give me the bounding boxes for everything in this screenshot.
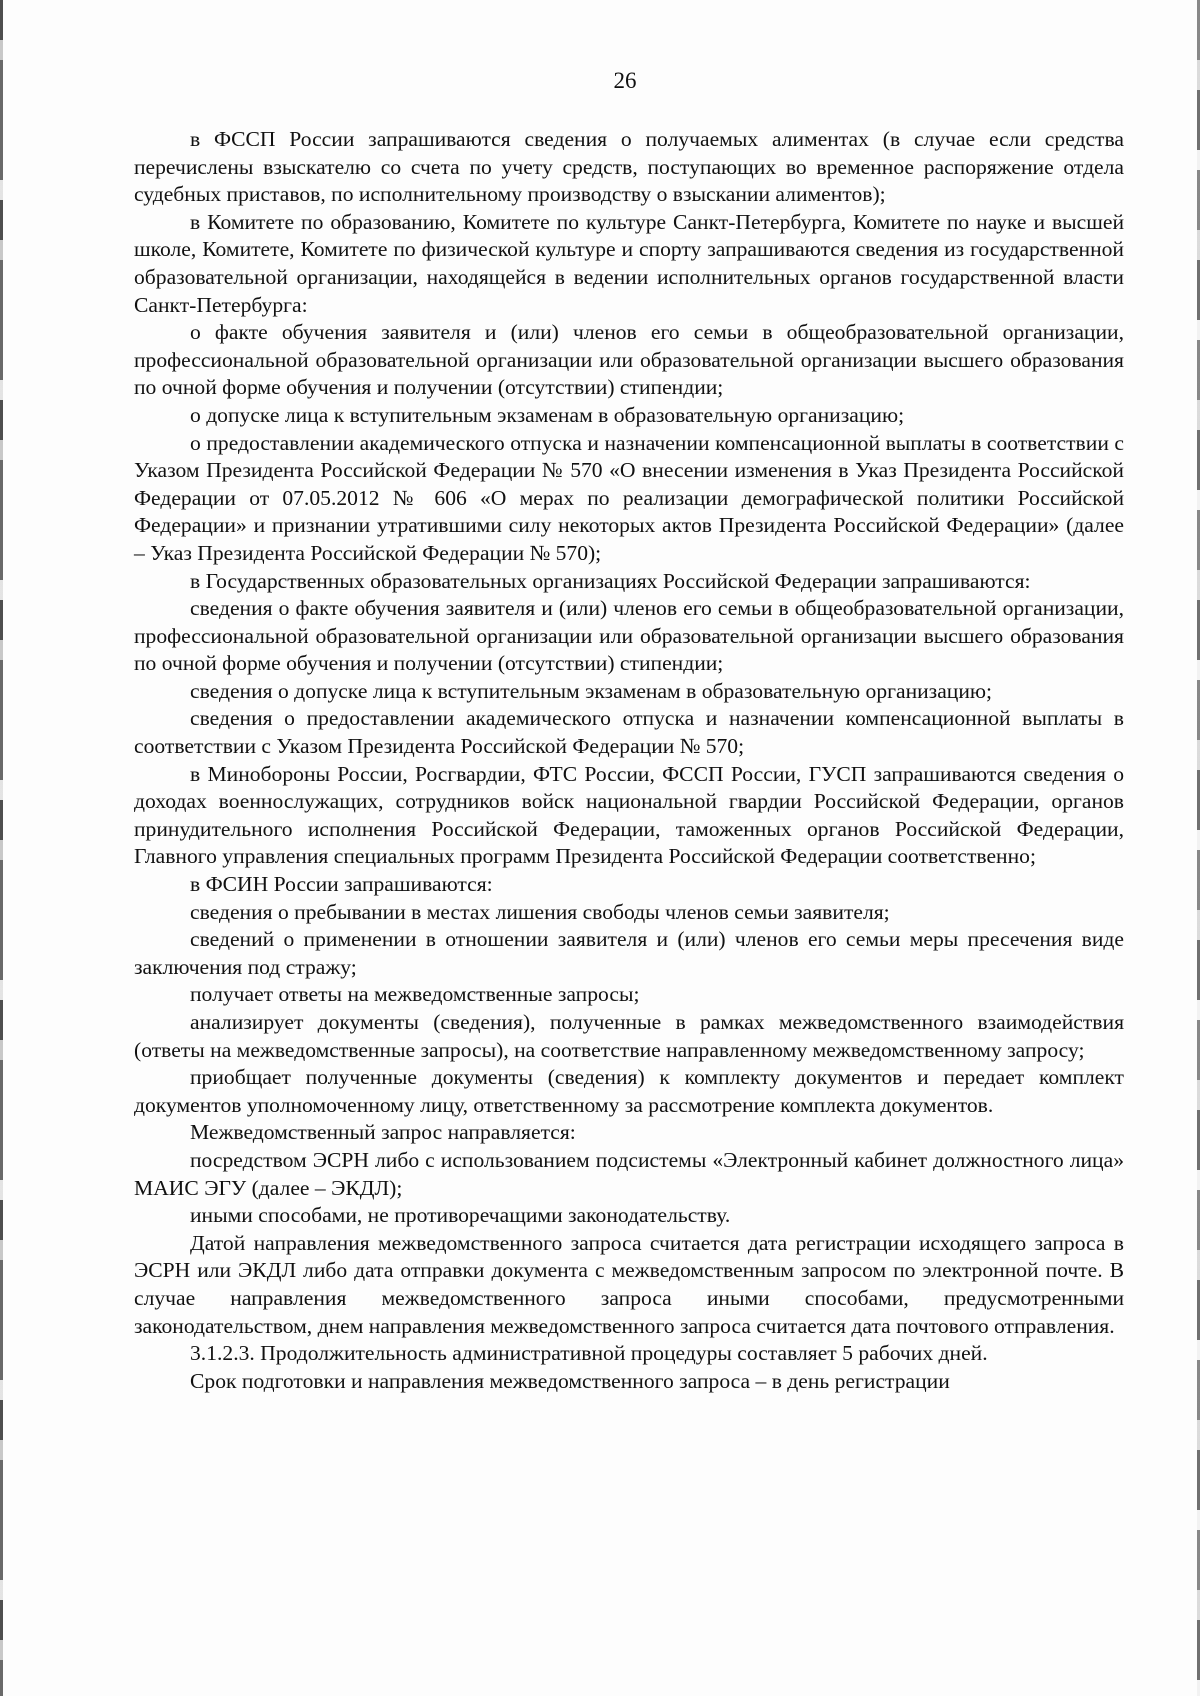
paragraph: 3.1.2.3. Продолжительность административной процедуры составляет 5 рабочих дней. — [190, 1341, 988, 1366]
paragraph: о факте обучения заявителя и (или) членов его семьи в общеобразовательной организации, профессиональной образовательной организации или образовательной организации высшего образования по очной форме обучения и получении (отсутствии) стипендии; — [134, 320, 1124, 400]
paragraph: Датой направления межведомственного запроса считается дата регистрации исходящего запроса в ЭСРН или ЭКДЛ либо дата отправки документа с межведомственным запросом по электронной почте. В случае направления межведомственного запроса иными способами, предусмотренными законодательством, днем направления межведомственного запроса считается дата почтового отправления. — [134, 1230, 1124, 1338]
document-body — [134, 126, 1124, 1395]
paragraph: в Минобороны России, Росгвардии, ФТС России, ФССП России, ГУСП запрашиваются сведения о доходах военнослужащих, сотрудников войск национальной гвардии Российской Федерации, органов принудительного исполнения Российской Федерации, таможенных органов Российской Федерации, Главного управления специальных программ Президента Российской Федерации соответственно; — [134, 761, 1124, 869]
paragraph: сведения о пребывании в местах лишения свободы членов семьи заявителя; — [190, 899, 890, 924]
paragraph: в ФСИН России запрашиваются: — [190, 872, 493, 897]
paragraph: получает ответы на межведомственные запросы; — [190, 982, 640, 1007]
paragraph: сведения о допуске лица к вступительным экзаменам в образовательную организацию; — [190, 678, 993, 703]
paragraph: Межведомственный запрос направляется: — [190, 1120, 576, 1145]
paragraph: сведения о предоставлении академического отпуска и назначении компенсационной выплаты в соответствии с Указом Президента Российской Федерации № 570; — [134, 706, 1124, 759]
paragraph: в ФССП России запрашиваются сведения о получаемых алиментах (в случае если средства перечислены взыскателю со счета по учету средств, поступающих во временное распоряжение отдела судебных приставов, по исполнительному производству о взыскании алиментов); — [134, 127, 1124, 207]
paragraph: в Комитете по образованию, Комитете по культуре Санкт-Петербурга, Комитете по науке и высшей школе, Комитете, Комитете по физической культуре и спорту запрашиваются сведения из государственной образовательной организации, находящейся в ведении исполнительных органов государственной власти Санкт-Петербурга: — [134, 209, 1124, 317]
paragraph: сведения о факте обучения заявителя и (или) членов его семьи в общеобразовательной организации, профессиональной образовательной организации или образовательной организации высшего образования по очной форме обучения и получении (отсутствии) стипендии; — [134, 596, 1124, 676]
paragraph: посредством ЭСРН либо с использованием подсистемы «Электронный кабинет должностного лица» МАИС ЭГУ (далее – ЭКДЛ); — [134, 1147, 1124, 1200]
paragraph: сведений о применении в отношении заявителя и (или) членов его семьи меры пресечения виде заключения под стражу; — [134, 927, 1124, 979]
paragraph: о предоставлении академического отпуска и назначении компенсационной выплаты в соответствии с Указом Президента Российской Федерации № 570 «О внесении изменения в Указ Президента Российской Федерации от 07.05.2012 № 606 «О мерах по реализации демографической политики Российской Федерации» и признании утратившими силу некоторых актов Президента Российской Федерации» (далее – Указ Президента Российской Федерации № 570); — [134, 430, 1124, 565]
paragraph: Срок подготовки и направления межведомственного запроса – в день регистрации — [190, 1368, 950, 1393]
page-number: 26 — [613, 68, 637, 93]
paragraph: анализирует документы (сведения), полученные в рамках межведомственного взаимодействия (ответы на межведомственные запросы), на соответствие направленному межведомственному запросу; — [134, 1010, 1124, 1062]
paragraph: иными способами, не противоречащими законодательству. — [190, 1203, 731, 1228]
scan-edge-left — [0, 0, 3, 1696]
paragraph: в Государственных образовательных организациях Российской Федерации запрашиваются: — [190, 568, 1031, 593]
paragraph: приобщает полученные документы (сведения) к комплекту документов и передает комплект документов уполномоченному лицу, ответственному за рассмотрение комплекта документов. — [134, 1065, 1124, 1117]
paragraph: о допуске лица к вступительным экзаменам в образовательную организацию; — [190, 402, 905, 427]
